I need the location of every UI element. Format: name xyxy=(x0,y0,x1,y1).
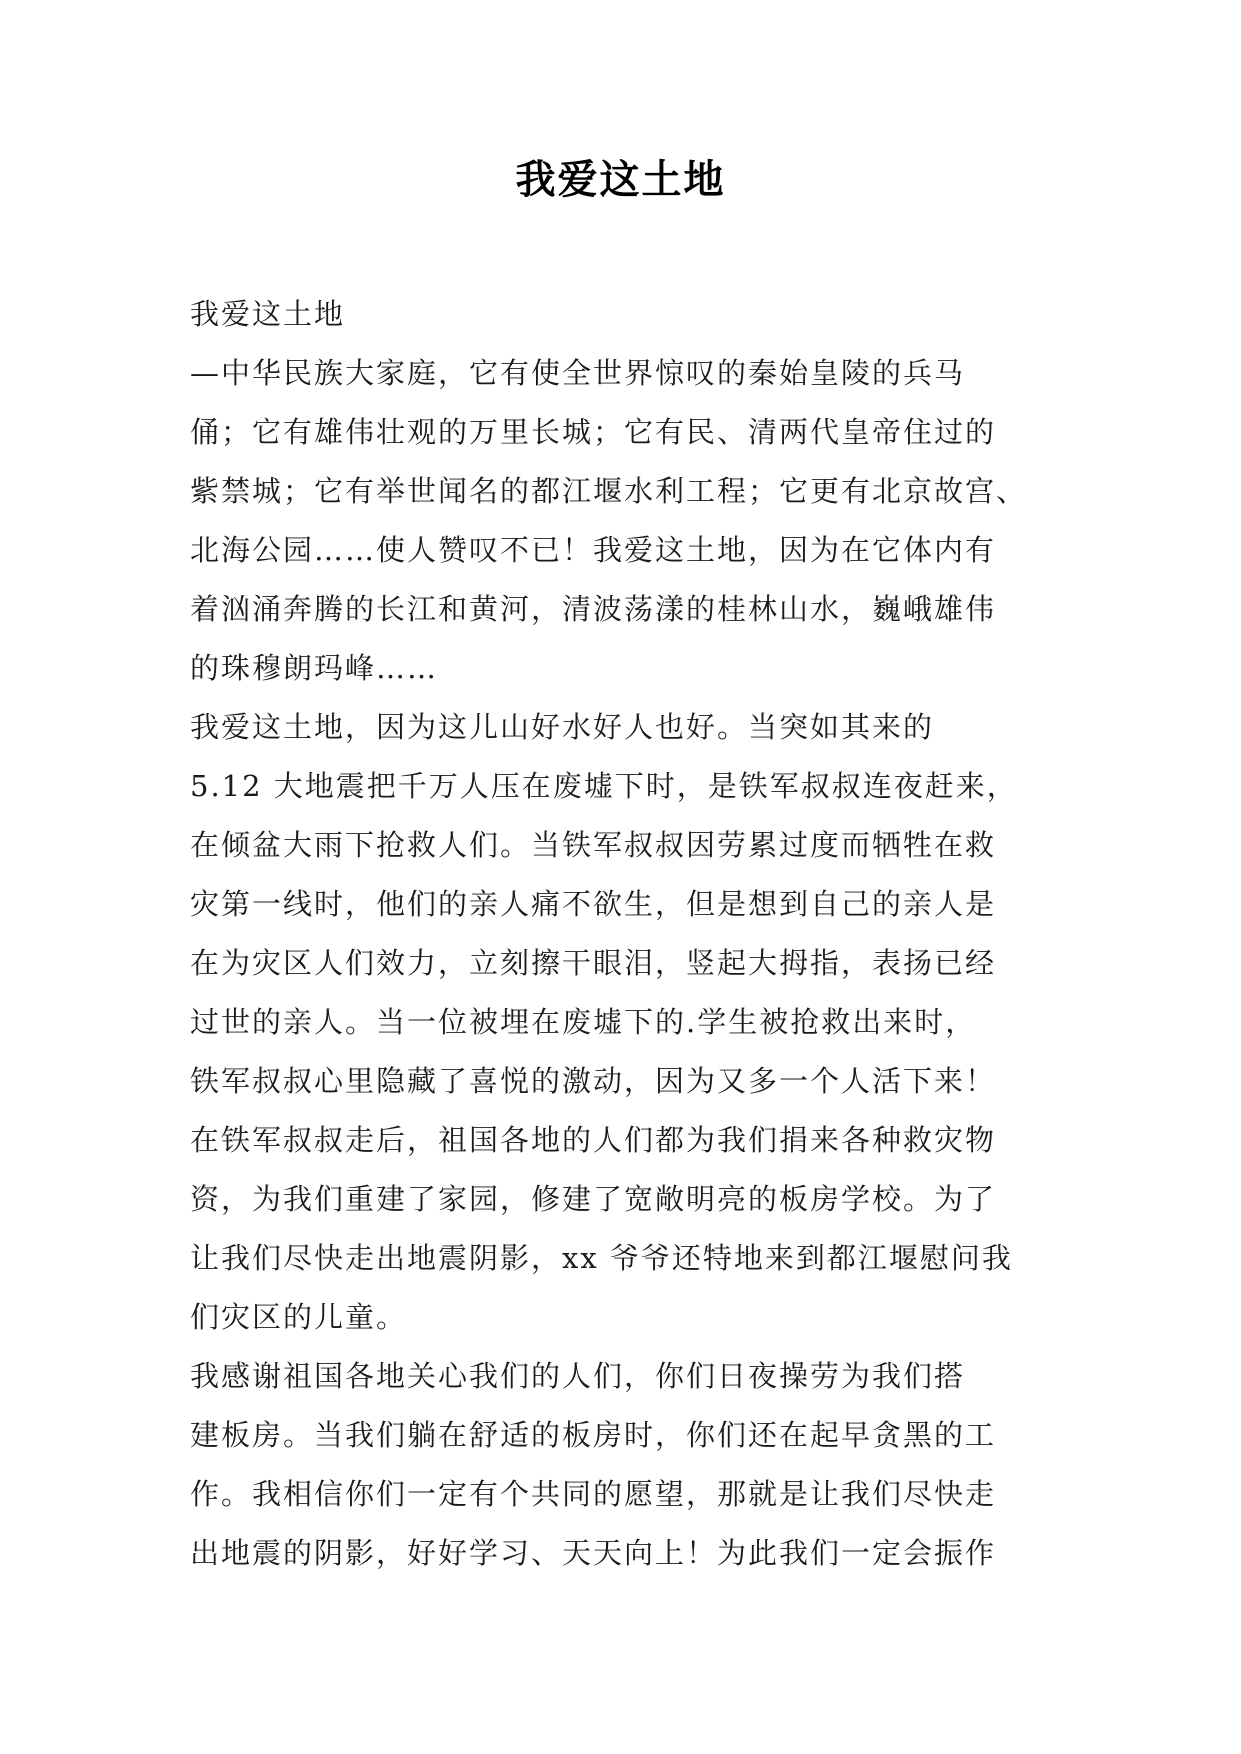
document-title: 我爱这土地 xyxy=(515,156,726,203)
body-line: 紫禁城；它有举世闻名的都江堰水利工程；它更有北京故宫、 xyxy=(190,474,1028,508)
body-line: 我爱这土地 xyxy=(190,297,346,331)
body-line: 在倾盆大雨下抢救人们。当铁军叔叔因劳累过度而牺牲在救 xyxy=(190,828,997,862)
body-line: 我感谢祖国各地关心我们的人们，你们日夜操劳为我们搭 xyxy=(190,1359,966,1393)
body-line: 灾第一线时，他们的亲人痛不欲生，但是想到自己的亲人是 xyxy=(190,887,997,921)
body-line: 让我们尽快走出地震阴影，xx 爷爷还特地来到都江堰慰问我 xyxy=(190,1241,1013,1275)
body-line: 们灾区的儿童。 xyxy=(190,1300,408,1334)
body-line: 铁军叔叔心里隐藏了喜悦的激动，因为又多一个人活下来！ xyxy=(190,1064,997,1098)
body-line: 5.12 大地震把千万人压在废墟下时，是铁军叔叔连夜赶来， xyxy=(190,769,1018,803)
body-line: 作。我相信你们一定有个共同的愿望，那就是让我们尽快走 xyxy=(190,1477,997,1511)
body-line: 资，为我们重建了家园，修建了宽敞明亮的板房学校。为了 xyxy=(190,1182,997,1216)
body-line: —中华民族大家庭，它有使全世界惊叹的秦始皇陵的兵马 xyxy=(190,356,966,390)
body-line: 出地震的阴影，好好学习、天天向上！为此我们一定会振作 xyxy=(190,1536,997,1570)
body-line: 在为灾区人们效力，立刻擦干眼泪，竖起大拇指，表扬已经 xyxy=(190,946,997,980)
body-line: 北海公园……使人赞叹不已！我爱这土地，因为在它体内有 xyxy=(190,533,997,567)
body-line: 建板房。当我们躺在舒适的板房时，你们还在起早贪黑的工 xyxy=(190,1418,997,1452)
body-line: 我爱这土地，因为这儿山好水好人也好。当突如其来的 xyxy=(190,710,935,744)
document-body xyxy=(190,285,1050,1583)
body-line: 在铁军叔叔走后，祖国各地的人们都为我们捐来各种救灾物 xyxy=(190,1123,997,1157)
body-line: 着汹涌奔腾的长江和黄河，清波荡漾的桂林山水，巍峨雄伟 xyxy=(190,592,997,626)
body-line: 俑；它有雄伟壮观的万里长城；它有民、清两代皇帝住过的 xyxy=(190,415,997,449)
body-line: 的珠穆朗玛峰…… xyxy=(190,651,439,685)
body-line: 过世的亲人。当一位被埋在废墟下的.学生被抢救出来时， xyxy=(190,1005,977,1039)
